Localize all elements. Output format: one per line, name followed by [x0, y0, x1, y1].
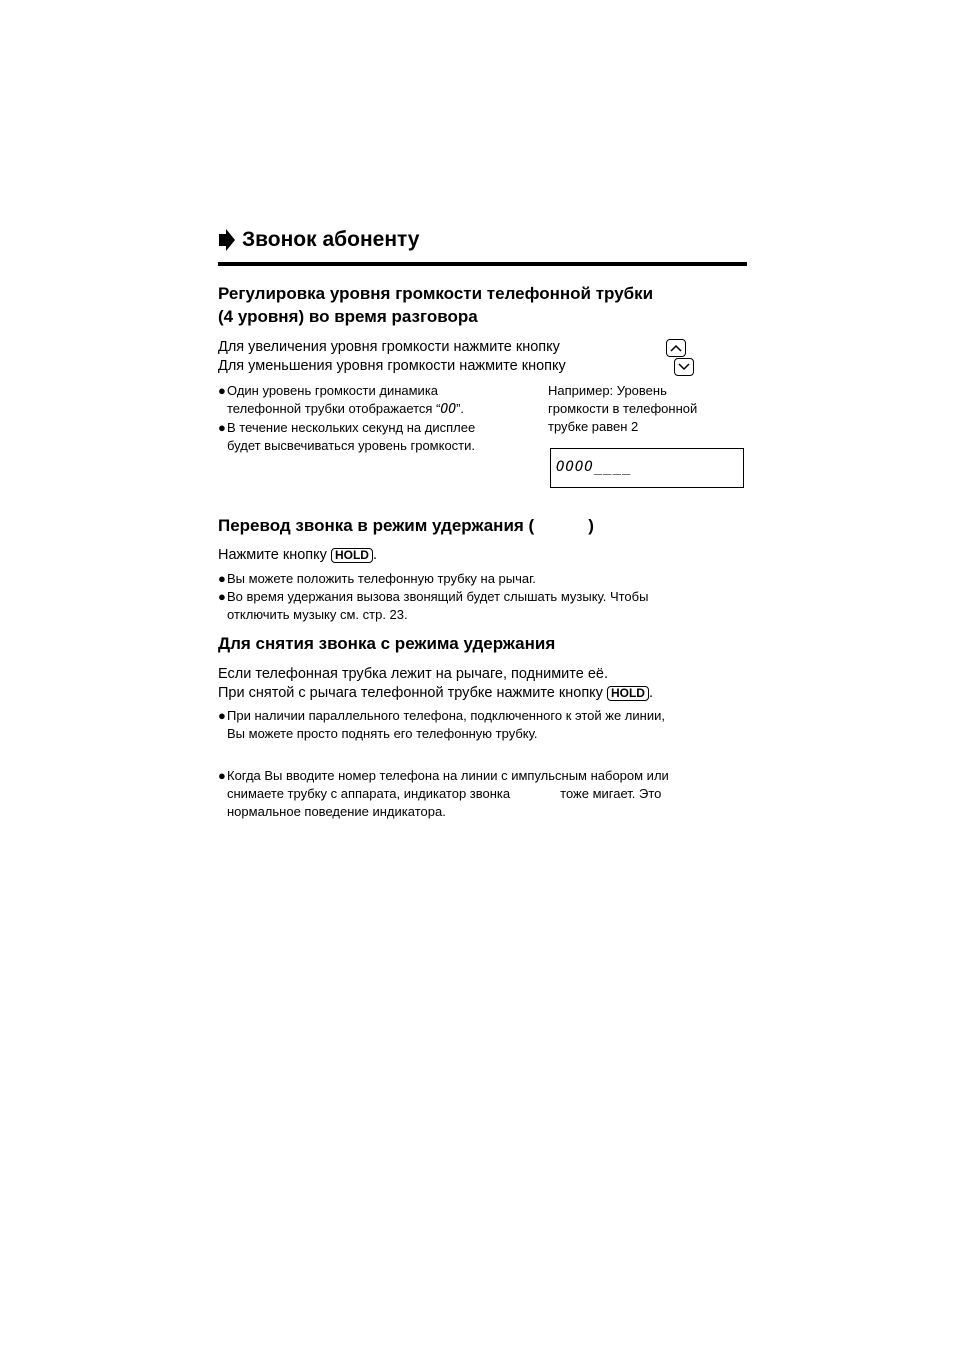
list-item: ● Один уровень громкости динамика телефонной трубки отображается “OO”. [218, 383, 465, 417]
release-heading: Для снятия звонка с режима удержания [218, 634, 556, 653]
volume-down-key [674, 358, 694, 376]
handset-display [550, 448, 744, 488]
indicator-note [218, 767, 743, 821]
volume-level-glyph: OO [440, 402, 457, 417]
list-item: ● Во время удержания вызова звонящий будет слышать музыку. Чтобы отключить музыку см. стр. 23. [218, 589, 649, 622]
list-item: ● При наличии параллельного телефона, подключенного к этой же линии, Вы можете просто поднять его телефонную трубку. [218, 708, 665, 741]
volume-heading: Регулировка уровня громкости телефонной трубки (4 уровня) во время разговора [218, 284, 654, 326]
section-header [218, 228, 420, 252]
arrow-right-icon [218, 229, 236, 251]
list-item: ● Когда Вы вводите номер телефона на линии с импульсным набором или снимаете трубку с аппарата, индикатор звонка тоже мигает. Это нормальное поведение индикатора. [218, 768, 669, 819]
hold-key: HOLD [331, 548, 373, 563]
volume-up-key [666, 339, 686, 357]
volume-bullets [218, 382, 538, 455]
chevron-down-icon [678, 363, 690, 371]
hold-instruction: Нажмите кнопку HOLD . [218, 547, 377, 563]
volume-increase-text: Для увеличения уровня громкости нажмите кнопку [218, 339, 560, 355]
list-item: ● В течение нескольких секунд на дисплее будет высвечиваться уровень громкости. [218, 420, 476, 453]
title-divider [218, 262, 747, 266]
release-bullets [218, 707, 738, 743]
release-line1: Если телефонная трубка лежит на рычаге, поднимите её. [218, 666, 608, 682]
hold-key: HOLD [607, 686, 649, 701]
hold-bullets [218, 570, 738, 624]
display-readout: OOOO____ [556, 459, 632, 475]
release-line2: При снятой с рычага телефонной трубке нажмите кнопку HOLD . [218, 685, 653, 701]
hold-heading: Перевод звонка в режим удержания ( ) [218, 516, 594, 535]
chevron-up-icon [670, 344, 682, 352]
page-title: Звонок абоненту [242, 228, 420, 251]
volume-decrease-text: Для уменьшения уровня громкости нажмите кнопку [218, 358, 566, 374]
list-item: ● Вы можете положить телефонную трубку на рычаг. [218, 571, 536, 586]
example-caption: Например: Уровень громкости в телефонной трубке равен 2 [548, 383, 698, 434]
